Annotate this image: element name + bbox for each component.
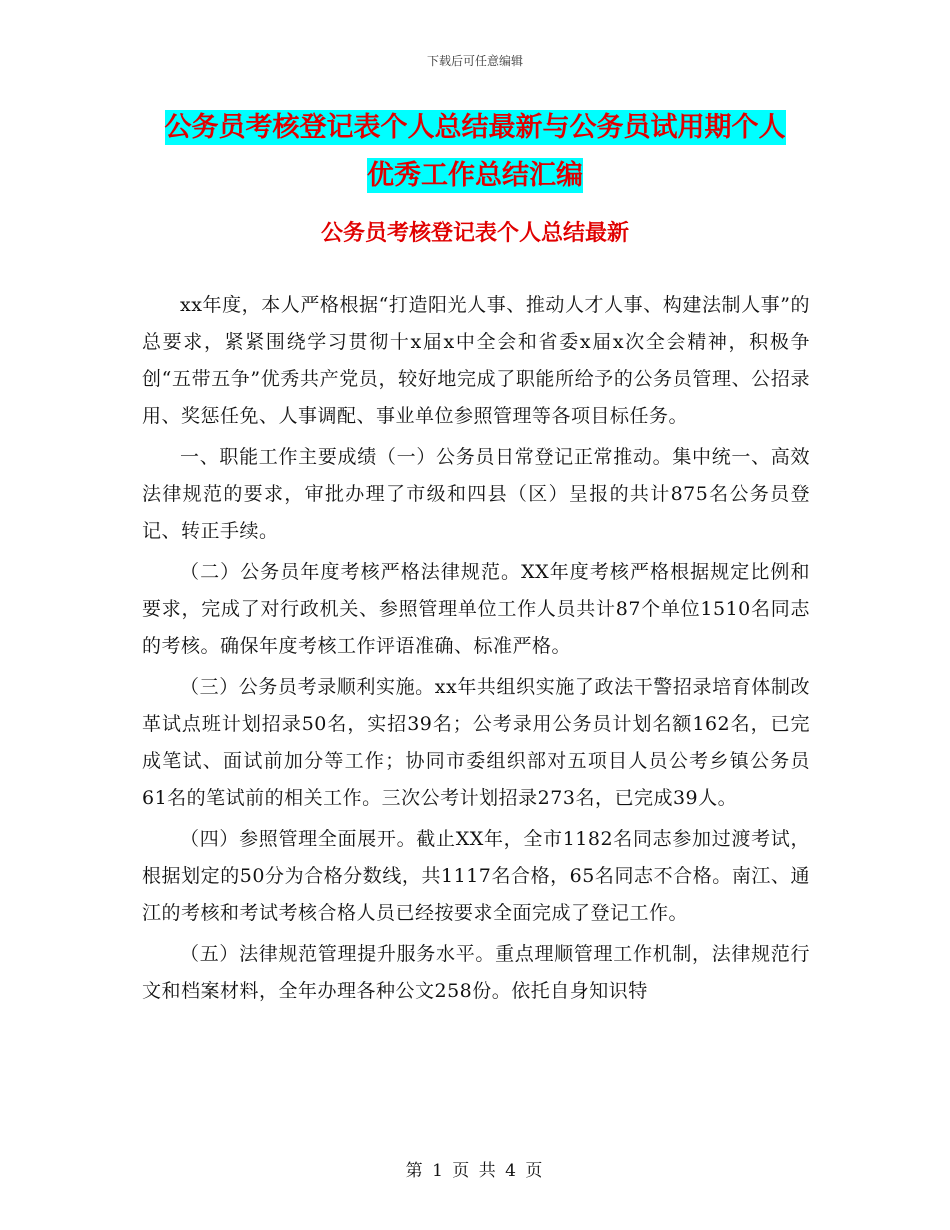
paragraph: xx年度，本人严格根据“打造阳光人事、推动人才人事、构建法制人事”的总要求，紧紧围绕学习贯彻十x届x中全会和省委x届x次全会精神，积极争创“五带五争”优秀共产党员，较好地完成了职能所给予的公务员管理、公招录用、奖惩任免、人事调配、事业单位参照管理等各项目标任务。 xyxy=(142,294,810,427)
paragraph: （四）参照管理全面展开。截止XX年，全市1182名同志参加过渡考试，根据划定的50分为合格分数线，共1117名合格，65名同志不合格。南江、通江的考核和考试考核合格人员已经按要求全面完成了登记工作。 xyxy=(142,828,810,924)
page-footer-page-number: 第 1 页 共 4 页 xyxy=(405,1161,545,1181)
paragraph: （三）公务员考录顺利实施。xx年共组织实施了政法干警招录培育体制改革试点班计划招录50名，实招39名；公考录用公务员计划名额162名，已完成笔试、面试前加分等工作；协同市委组织部对五项目人员公考乡镇公务员61名的笔试前的相关工作。三次公考计划招录273名，已完成39人。 xyxy=(142,676,810,809)
document-body xyxy=(142,287,810,1014)
paragraph: （二）公务员年度考核严格法律规范。XX年度考核严格根据规定比例和要求，完成了对行政机关、参照管理单位工作人员共计87个单位1510名同志的考核。确保年度考核工作评语准确、标准严格。 xyxy=(142,561,810,657)
page-header-note: 下载后可任意编辑 xyxy=(426,54,523,68)
document-title xyxy=(150,104,800,200)
section-title: 公务员考核登记表个人总结最新 xyxy=(320,221,629,246)
document-title-line1: 公务员考核登记表个人总结最新与公务员试用期个人 xyxy=(164,112,786,143)
paragraph: 一、职能工作主要成绩（一）公务员日常登记正常推动。集中统一、高效法律规范的要求，审批办理了市级和四县（区）呈报的共计875名公务员登记、转正手续。 xyxy=(142,446,810,542)
document-title-line2: 优秀工作总结汇编 xyxy=(367,160,583,191)
paragraph: （五）法律规范管理提升服务水平。重点理顺管理工作机制，法律规范行文和档案材料，全年办理各种公文258份。依托自身知识特 xyxy=(142,943,810,1002)
